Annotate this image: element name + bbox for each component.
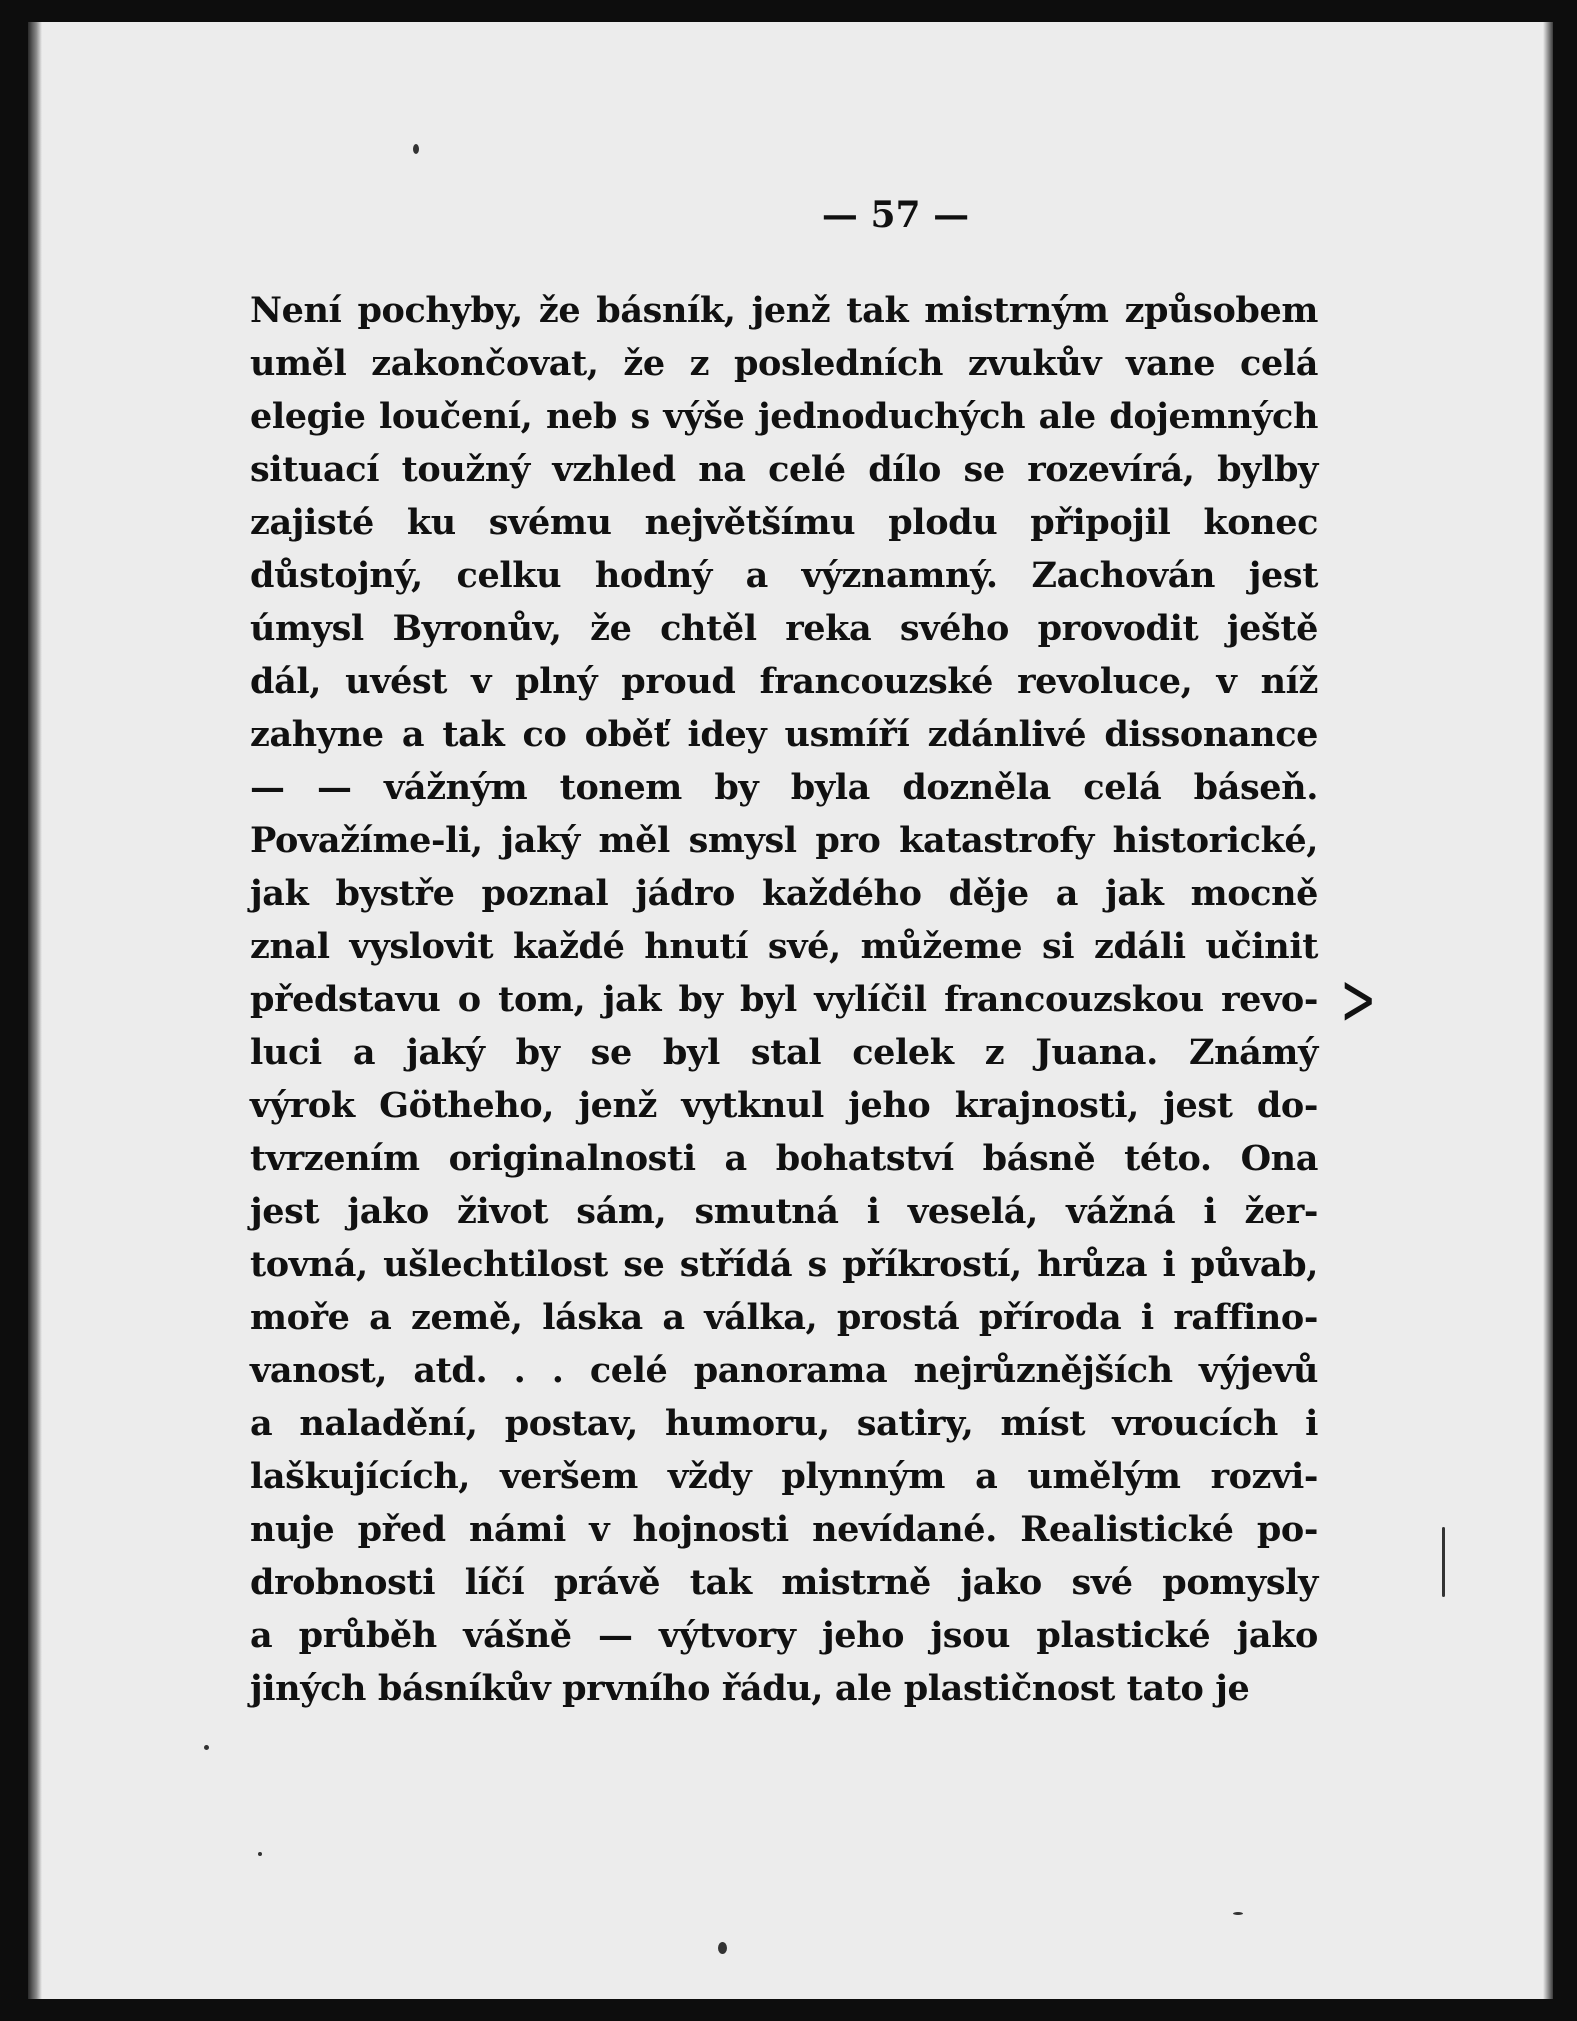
margin-angle-mark-icon: > (1340, 957, 1377, 1041)
paper-speck (1233, 1912, 1243, 1915)
page-number: — 57 — (821, 194, 970, 236)
text-line: laškujících, veršem vždy plynným a umělým rozvi- (250, 1456, 1318, 1497)
text-line: tovná, ušlechtilost se střídá s příkrostí, hrůza i půvab, (250, 1244, 1318, 1285)
text-line: a průběh vášně — výtvory jeho jsou plastické jako (250, 1615, 1318, 1656)
text-line: znal vyslovit každé hnutí své, můžeme si zdáli učinit (250, 926, 1318, 967)
paper-speck (258, 1852, 262, 1856)
page-number-header (28, 194, 1553, 236)
text-line: a naladění, postav, humoru, satiry, míst vroucích i (250, 1403, 1318, 1444)
text-line: luci a jaký by se byl stal celek z Juana. Známý (250, 1032, 1318, 1073)
text-line: představu o tom, jak by byl vylíčil francouzskou revo- (250, 979, 1318, 1020)
text-line: zahyne a tak co oběť idey usmíří zdánlivé dissonance (250, 714, 1318, 755)
text-line: uměl zakončovat, že z posledních zvukův vane celá (250, 343, 1318, 384)
text-line: tvrzením originalnosti a bohatství básně této. Ona (250, 1138, 1318, 1179)
paper-speck (413, 144, 419, 154)
body-text (250, 284, 1318, 1715)
text-line: vanost, atd. . . celé panorama nejrůznějších výjevů (250, 1350, 1318, 1391)
text-line: výrok Götheho, jenž vytknul jeho krajnosti, jest do- (250, 1085, 1318, 1126)
text-line: důstojný, celku hodný a významný. Zachován jest (250, 555, 1318, 596)
text-line: dál, uvést v plný proud francouzské revoluce, v níž (250, 661, 1318, 702)
text-line: Považíme-li, jaký měl smysl pro katastrofy historické, (250, 820, 1318, 861)
paper-speck (718, 1942, 727, 1954)
text-line: nuje před námi v hojnosti nevídané. Realistické po- (250, 1509, 1318, 1550)
paper-speck (204, 1745, 209, 1750)
paper-speck (1442, 1527, 1445, 1597)
text-line: elegie loučení, neb s výše jednoduchých ale dojemných (250, 396, 1318, 437)
text-line: — — vážným tonem by byla dozněla celá báseň. (250, 767, 1318, 808)
text-line: jest jako život sám, smutná i veselá, vážná i žer- (250, 1191, 1318, 1232)
text-line: úmysl Byronův, že chtěl reka svého provodit ještě (250, 608, 1318, 649)
text-line: moře a země, láska a válka, prostá příroda i raffino- (250, 1297, 1318, 1338)
text-line: situací toužný vzhled na celé dílo se rozevírá, bylby (250, 449, 1318, 490)
text-line: drobnosti líčí právě tak mistrně jako své pomysly (250, 1562, 1318, 1603)
text-line: jak bystře poznal jádro každého děje a jak mocně (250, 873, 1318, 914)
text-line: jiných básníkův prvního řádu, ale plastičnost tato je (250, 1668, 1250, 1709)
text-line: zajisté ku svému největšímu plodu připojil konec (250, 502, 1318, 543)
text-line: Není pochyby, že básník, jenž tak mistrným způsobem (250, 290, 1318, 331)
book-page (28, 22, 1553, 1999)
